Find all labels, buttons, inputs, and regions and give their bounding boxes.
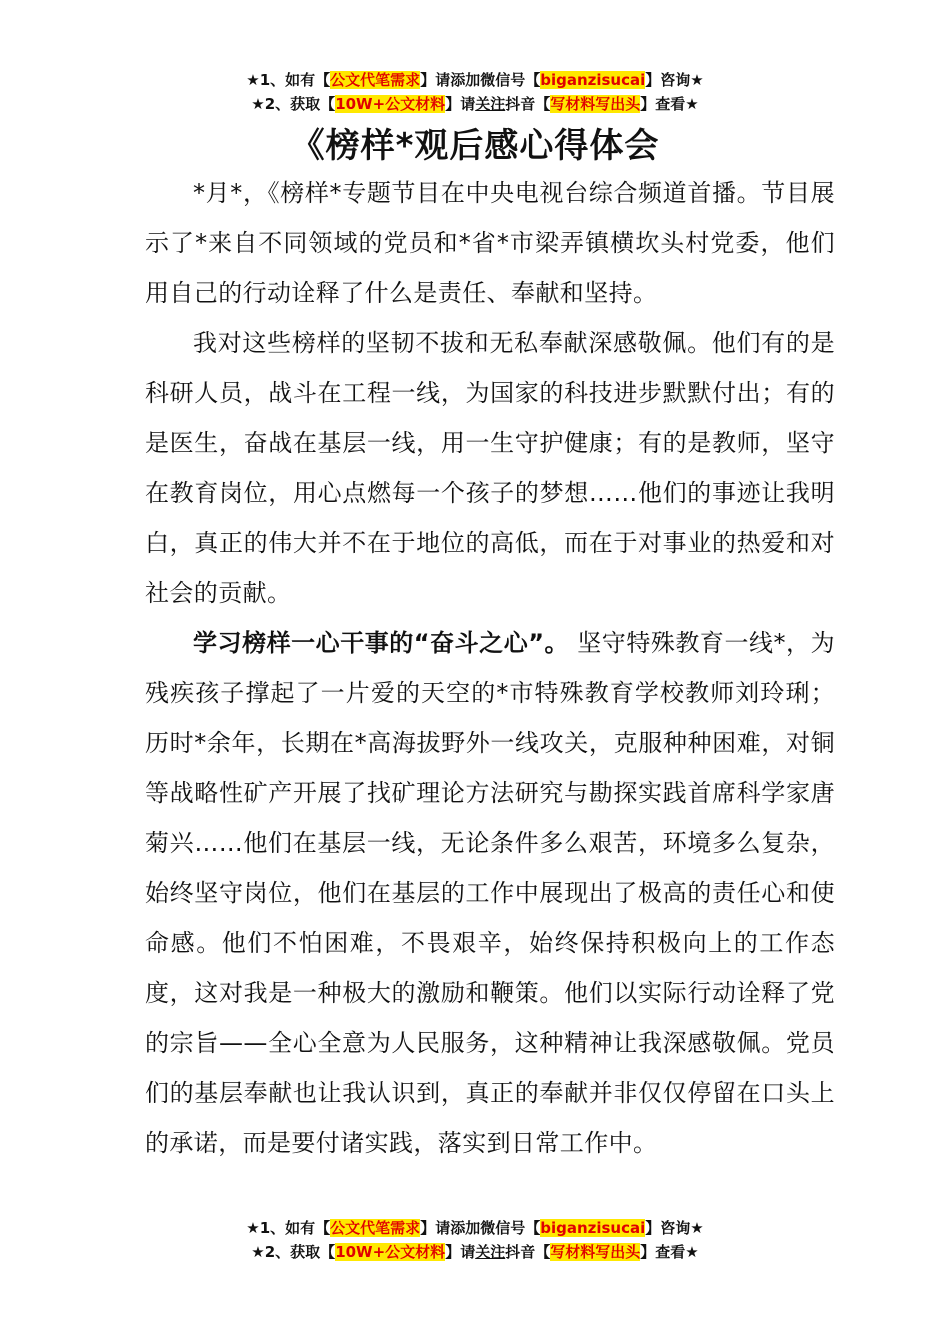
banner-text: ★2、获取【 bbox=[251, 1243, 336, 1261]
banner-text: 抖音【 bbox=[505, 1243, 551, 1261]
banner-text: 】请 bbox=[445, 95, 476, 113]
banner-text: 抖音【 bbox=[505, 95, 551, 113]
banner-text: 】请添加微信号【 bbox=[420, 1219, 541, 1237]
banner-text: 】请 bbox=[445, 1243, 476, 1261]
section-heading: 学习榜样一心干事的“奋斗之心”。 bbox=[193, 629, 570, 657]
bottom-banner bbox=[0, 1216, 950, 1264]
banner-underline: 关注 bbox=[475, 1243, 506, 1261]
wechat-id-highlight: biganzisucai bbox=[540, 71, 646, 89]
paragraph-2: 我对这些榜样的坚韧不拔和无私奉献深感敬佩。他们有的是科研人员，战斗在工程一线，为国家的科技进步默默付出；有的是医生，奋战在基层一线，用一生守护健康；有的是教师，坚守在教育岗位，用心点燃每一个孩子的梦想……他们的事迹让我明白，真正的伟大并不在于地位的高低，而在于对事业的热爱和对社会的贡献。 bbox=[145, 329, 835, 607]
douyin-account-highlight: 写材料写出头 bbox=[550, 1243, 641, 1261]
bottom-banner-line-2 bbox=[0, 1240, 950, 1264]
banner-highlight: 10W+公文材料 bbox=[335, 1243, 446, 1261]
banner-text: ★1、如有【 bbox=[246, 1219, 331, 1237]
paragraph-1: *月*，《榜样*专题节目在中央电视台综合频道首播。节目展示了*来自不同领域的党员和*省*市梁弄镇横坎头村党委，他们用自己的行动诠释了什么是责任、奉献和坚持。 bbox=[145, 179, 835, 307]
top-banner-line-2 bbox=[0, 92, 950, 116]
banner-text: 】查看★ bbox=[640, 95, 699, 113]
bottom-banner-line-1 bbox=[0, 1216, 950, 1240]
banner-highlight: 10W+公文材料 bbox=[335, 95, 446, 113]
document-title: 《榜样*观后感心得体会 bbox=[290, 126, 660, 166]
document-body bbox=[145, 168, 835, 1168]
banner-highlight: 公文代笔需求 bbox=[330, 1219, 421, 1237]
banner-text: 】请添加微信号【 bbox=[420, 71, 541, 89]
banner-underline: 关注 bbox=[475, 95, 506, 113]
top-banner-line-1 bbox=[0, 68, 950, 92]
section-body: 坚守特殊教育一线*，为残疾孩子撑起了一片爱的天空的*市特殊教育学校教师刘玲琍；历时*余年，长期在*高海拔野外一线攻关，克服种种困难，对铜等战略性矿产开展了找矿理论方法研究与勘探实践首席科学家唐菊兴……他们在基层一线，无论条件多么艰苦，环境多么复杂，始终坚守岗位，他们在基层的工作中展现出了极高的责任心和使命感。他们不怕困难，不畏艰辛，始终保持积极向上的工作态度，这对我是一种极大的激励和鞭策。他们以实际行动诠释了党的宗旨——全心全意为人民服务，这种精神让我深感敬佩。党员们的基层奉献也让我认识到，真正的奉献并非仅仅停留在口头上的承诺，而是要付诸实践，落实到日常工作中。 bbox=[145, 629, 835, 1157]
banner-text: 】查看★ bbox=[640, 1243, 699, 1261]
banner-text: ★1、如有【 bbox=[246, 71, 331, 89]
top-banner bbox=[0, 68, 950, 116]
banner-text: 】咨询★ bbox=[645, 71, 704, 89]
douyin-account-highlight: 写材料写出头 bbox=[550, 95, 641, 113]
banner-text: ★2、获取【 bbox=[251, 95, 336, 113]
paragraph-3 bbox=[145, 618, 835, 1168]
banner-text: 】咨询★ bbox=[645, 1219, 704, 1237]
wechat-id-highlight: biganzisucai bbox=[540, 1219, 646, 1237]
banner-highlight: 公文代笔需求 bbox=[330, 71, 421, 89]
